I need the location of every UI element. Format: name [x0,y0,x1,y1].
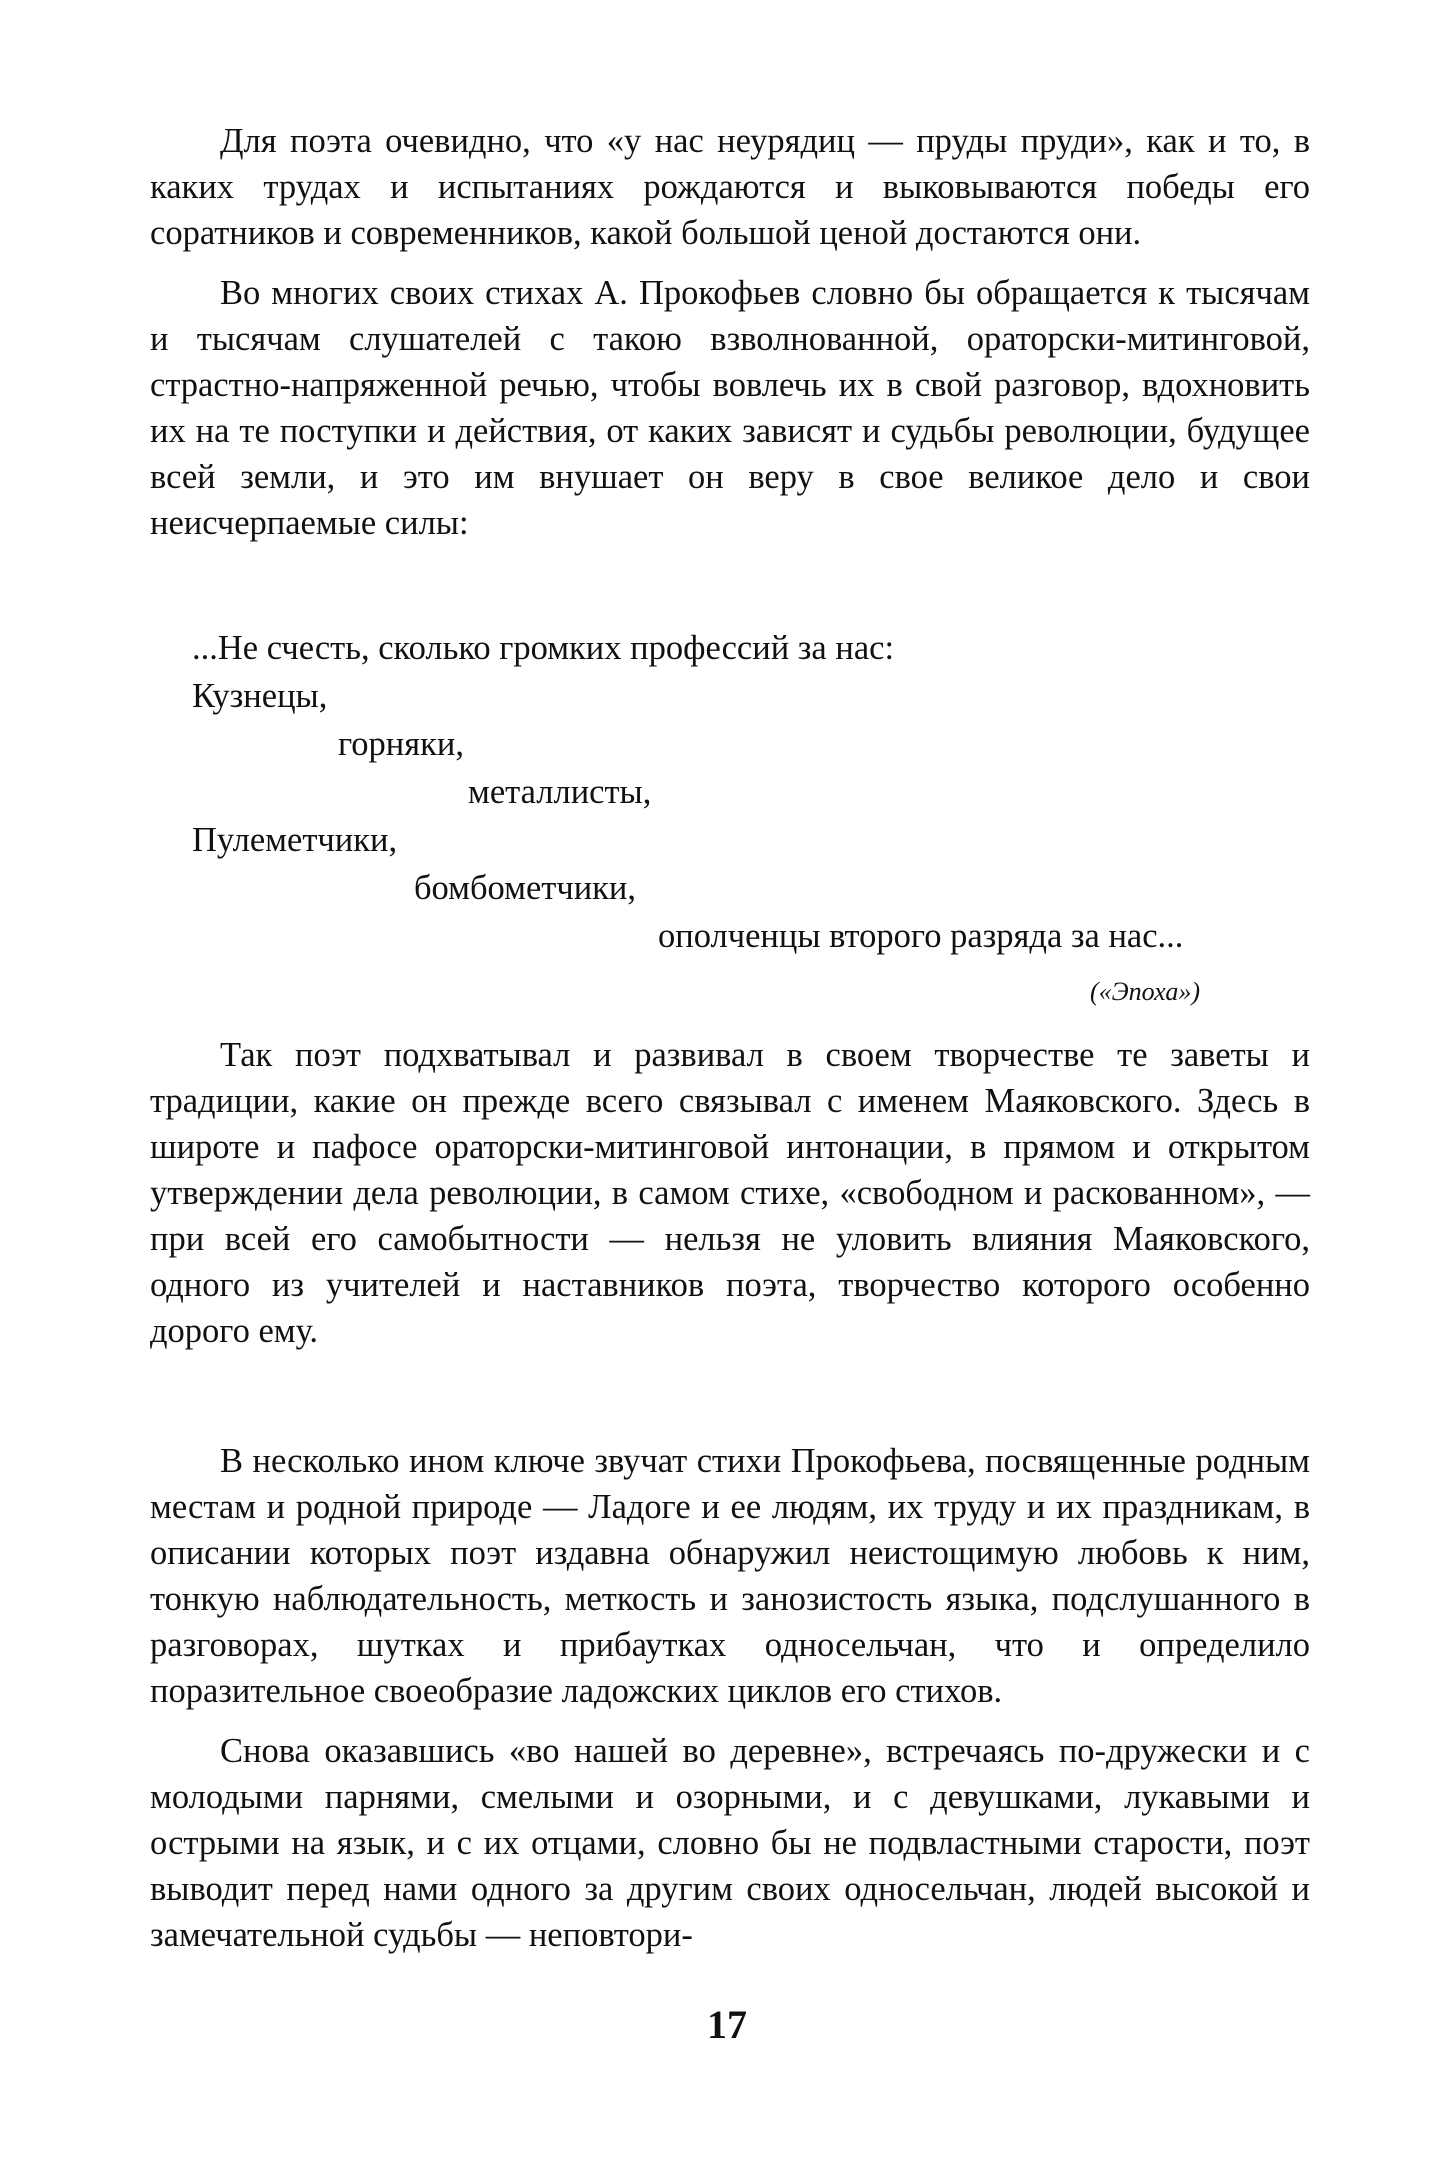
paragraph: Снова оказавшись «во нашей во деревне», встречаясь по-дружески и с молодыми парнями, смелыми и озорными, и с девушками, лукавыми и острыми на язык, и с их отцами, словно бы не подвластными старости, поэт выводит перед нами одного за другим своих односельчан, людей высокой и замечательной судьбы — неповтори- [150,1732,1310,1954]
poem-line: металлисты, [468,773,652,811]
poem-source: («Эпоха») [1090,977,1201,1006]
poem-line: Кузнецы, [192,677,328,715]
poem-line: ...Не счесть, сколько громких профессий за нас: [192,629,895,667]
paragraph: Для поэта очевидно, что «у нас неурядиц — пруды пруди», как и то, в каких трудах и испытаниях рождаются и выковываются победы его соратников и современников, какой большой ценой достаются они. [150,122,1310,252]
paragraph: В несколько ином ключе звучат стихи Прокофьева, посвященные родным местам и родной природе — Ладоге и ее людям, их труду и их праздникам, в описании которых поэт издавна обнаружил неистощимую любовь к ним, тонкую наблюдательность, меткость и занозистость языка, подслушанного в разговорах, шутках и прибаутках односельчан, что и определило поразительное своеобразие ладожских циклов его стихов. [150,1442,1310,1710]
poem-line: горняки, [338,725,464,763]
paragraph: Так поэт подхватывал и развивал в своем творчестве те заветы и традиции, какие он прежде всего связывал с именем Маяковского. Здесь в широте и пафосе ораторски-митинговой интонации, в прямом и открытом утверждении дела революции, в самом стихе, «свободном и раскованном», — при всей его самобытности — нельзя не уловить влияния Маяковского, одного из учителей и наставников поэта, творчество которого особенно дорого ему. [150,1036,1310,1350]
paragraph: Во многих своих стихах А. Прокофьев словно бы обращается к тысячам и тысячам слушателей с такою взволнованной, ораторски-митинговой, страстно-напряженной речью, чтобы вовлечь их в свой разговор, вдохновить их на те поступки и действия, от каких зависят и судьбы революции, будущее всей земли, и это им внушает он веру в свое великое дело и свои неисчерпаемые силы: [150,274,1310,542]
text-block-top [150,118,1310,546]
text-block-bottom [150,1438,1310,1958]
poem-line: Пулеметчики, [192,821,398,859]
poem-line: бомбометчики, [414,869,637,907]
page-number: 17 [707,2002,747,2047]
text-block-middle [150,1032,1310,1354]
poem-line: ополченцы второго разряда за нас... [658,917,1184,955]
